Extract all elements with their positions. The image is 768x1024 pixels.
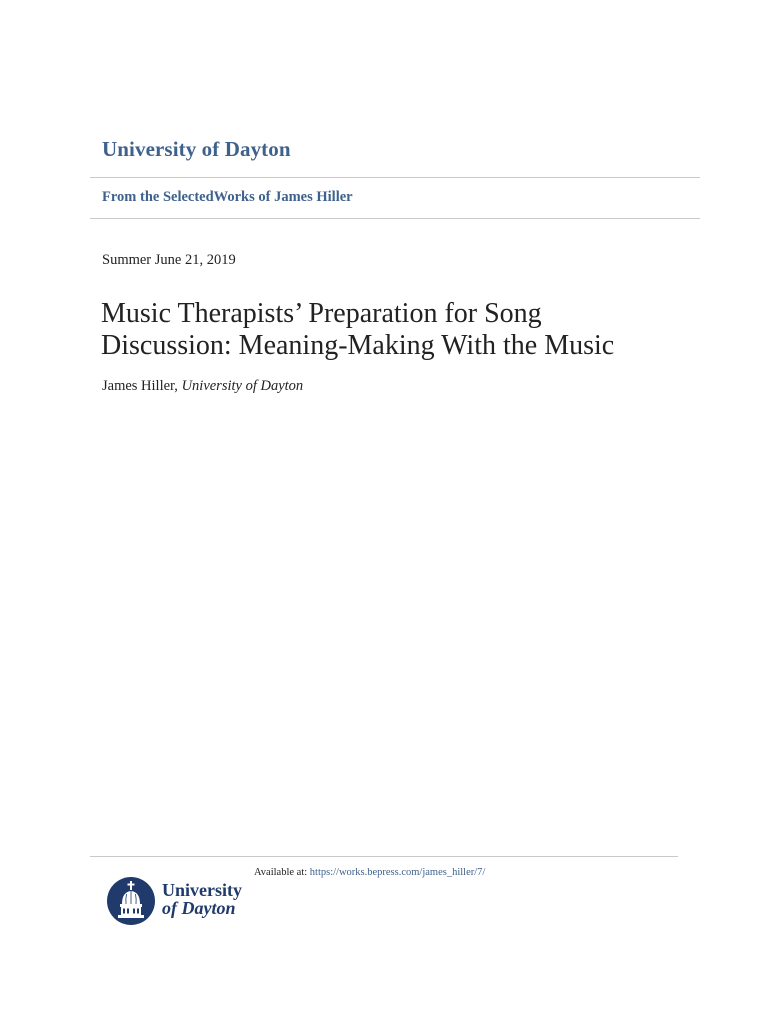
logo-wordmark-line-2: of Dayton xyxy=(162,898,236,918)
author-line xyxy=(102,378,303,395)
header-divider-top xyxy=(90,177,700,178)
document-title-line-2: Discussion: Meaning-Making With the Music xyxy=(101,330,615,361)
logo-wordmark xyxy=(162,881,242,917)
chapel-dome-icon xyxy=(106,876,156,926)
logo-wordmark-line-1: University xyxy=(162,880,242,900)
university-logo xyxy=(106,876,246,928)
author-name: James Hiller, xyxy=(102,378,178,394)
institution-name[interactable]: University of Dayton xyxy=(102,137,291,161)
availability-line xyxy=(254,867,485,878)
header-divider-bottom xyxy=(90,218,700,219)
collection-link[interactable]: From the SelectedWorks of James Hiller xyxy=(102,189,353,205)
availability-label: Available at: xyxy=(254,867,308,878)
footer-divider xyxy=(90,856,678,857)
document-title-line-1: Music Therapists’ Preparation for Song xyxy=(101,298,542,329)
publication-date: Summer June 21, 2019 xyxy=(102,252,236,268)
author-affiliation: University of Dayton xyxy=(181,378,304,394)
document-title xyxy=(101,298,661,362)
availability-url-link[interactable]: https://works.bepress.com/james_hiller/7/ xyxy=(309,867,486,878)
